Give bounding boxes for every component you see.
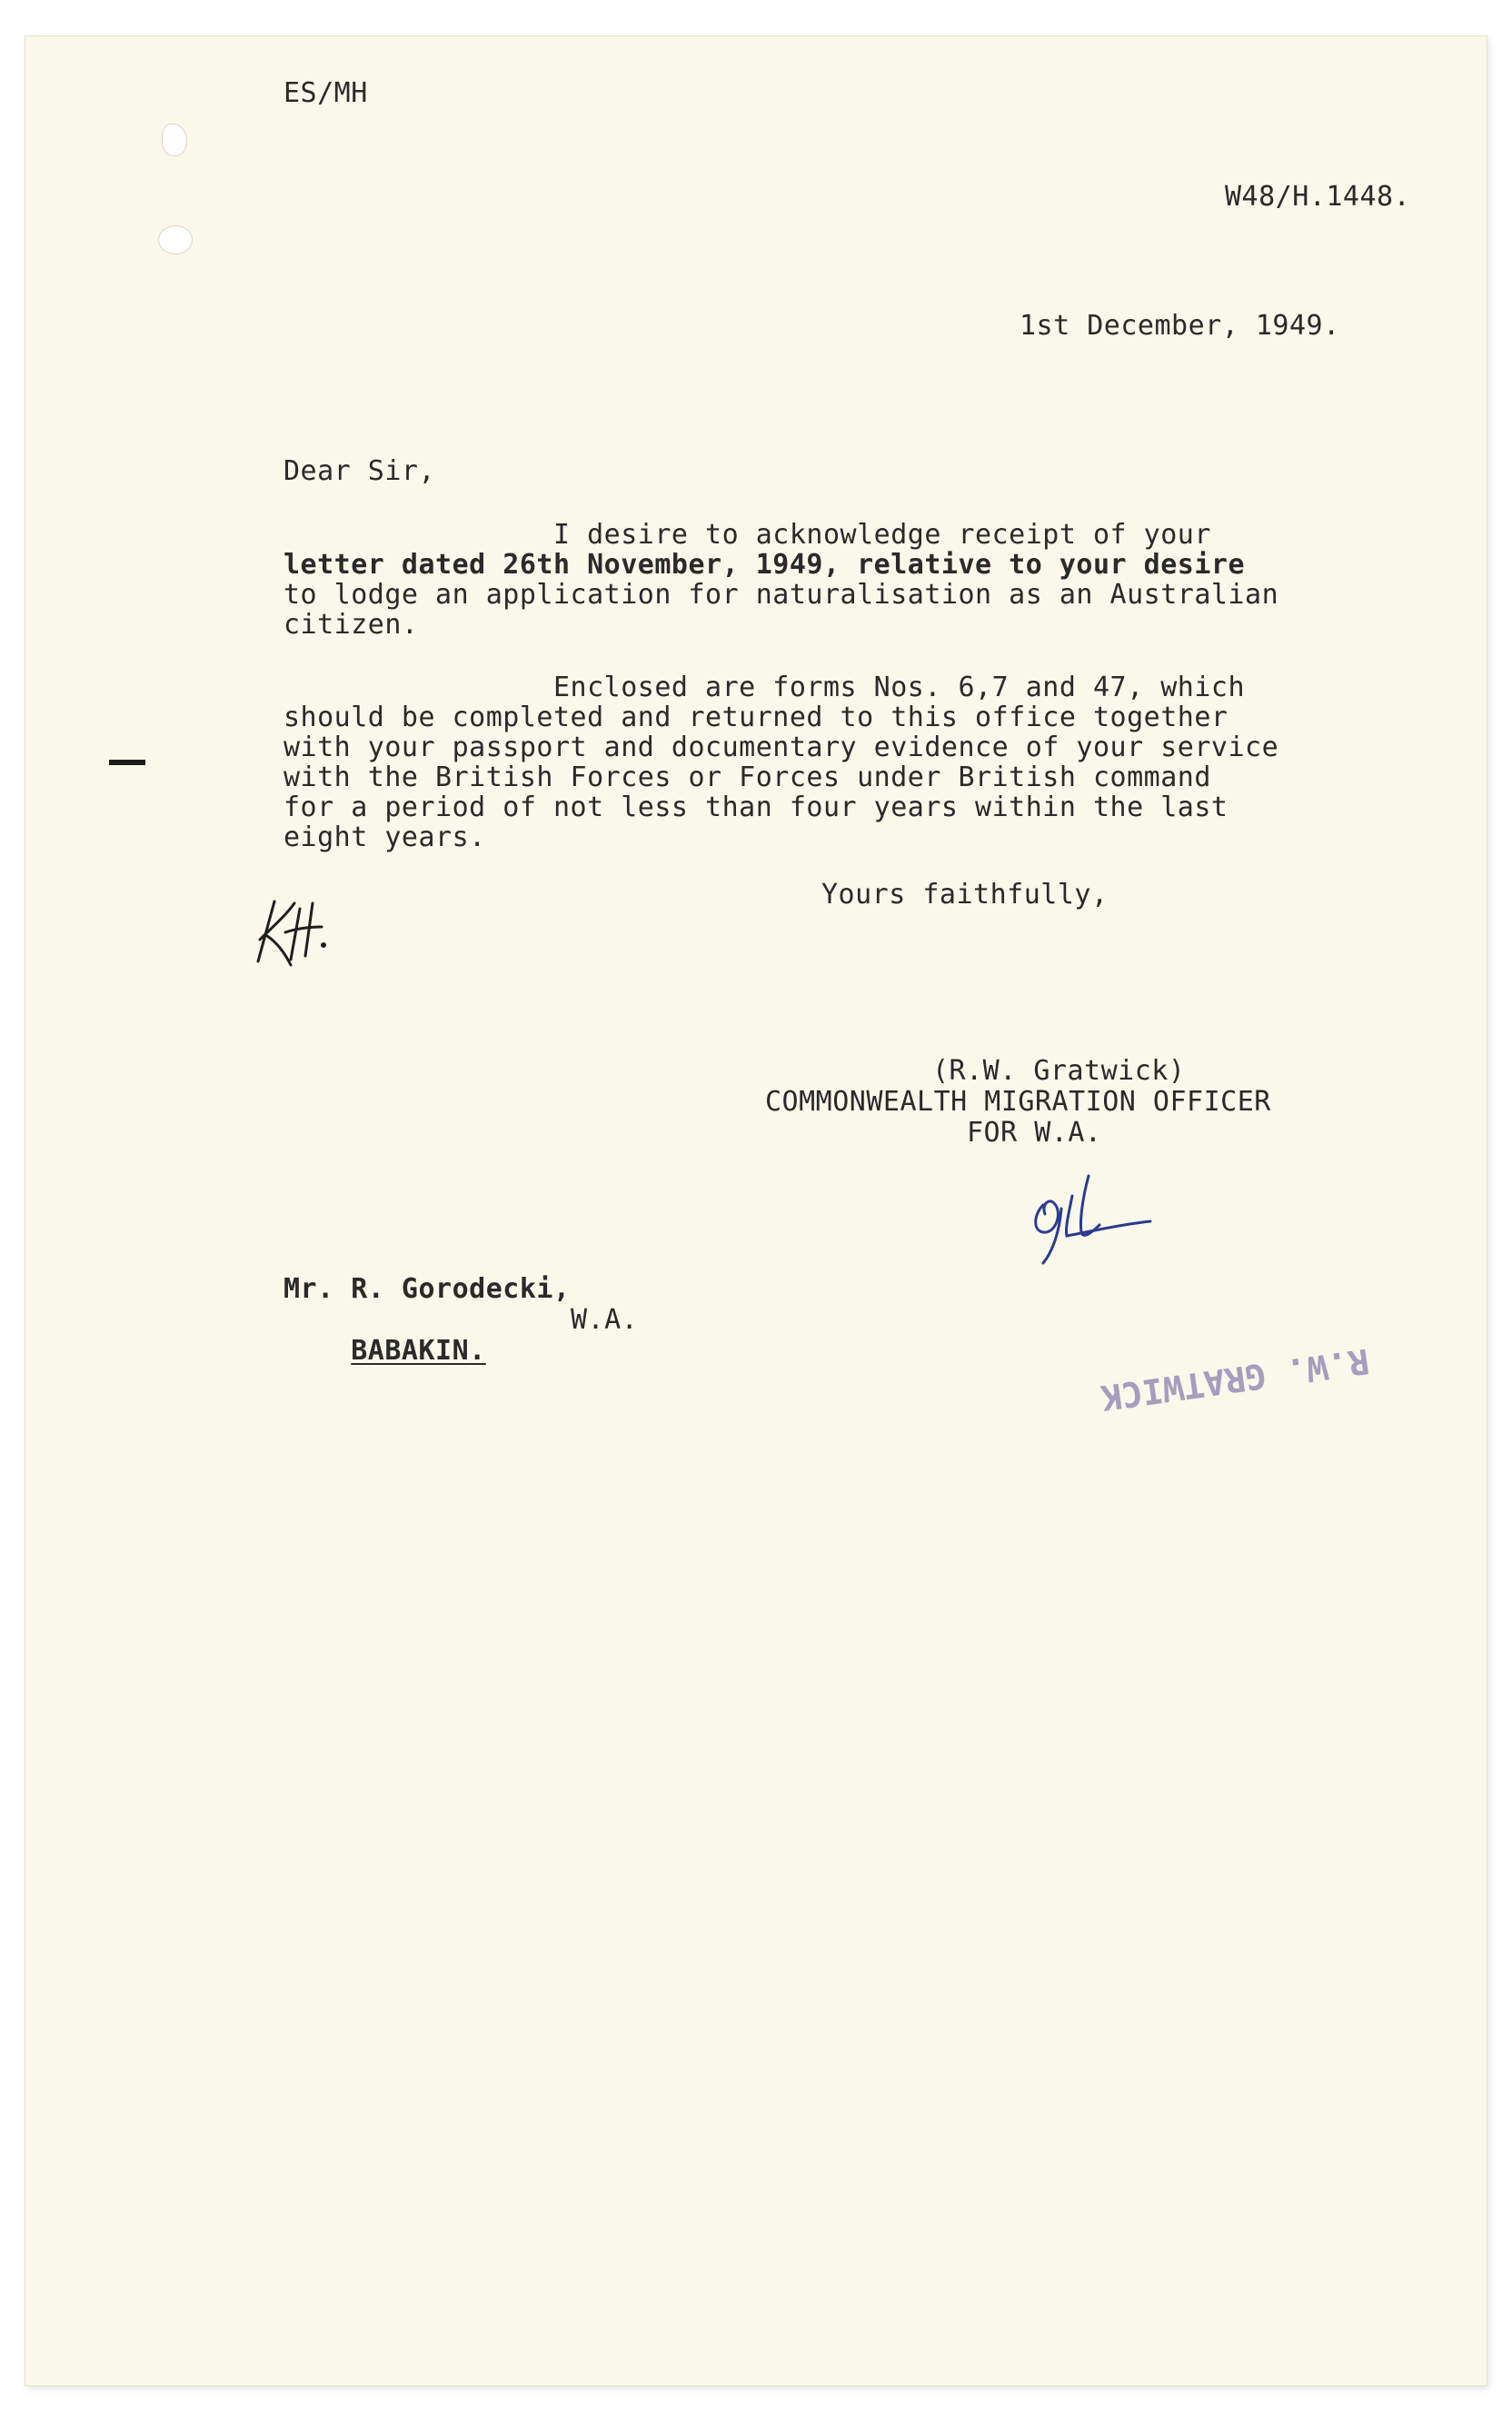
signatory-title: COMMONWEALTH MIGRATION OFFICER bbox=[765, 1086, 1271, 1118]
signatory-region: FOR W.A. bbox=[967, 1117, 1102, 1149]
closing: Yours faithfully, bbox=[821, 879, 1109, 911]
salutation: Dear Sir, bbox=[284, 455, 436, 487]
svg-text:R.W. GRATWICK: R.W. GRATWICK bbox=[1098, 1340, 1372, 1419]
marginal-initials-signature bbox=[240, 891, 349, 972]
punch-hole-top bbox=[162, 124, 187, 156]
paragraph-line: with the British Forces or Forces under British command bbox=[284, 762, 1211, 793]
paragraph-line: citizen. bbox=[284, 609, 419, 641]
paragraph-line: with your passport and documentary evidence of your service bbox=[284, 732, 1279, 763]
paragraph-line: to lodge an application for naturalisation as an Australian bbox=[284, 579, 1279, 611]
letter-page bbox=[25, 36, 1487, 2385]
paragraph-line: I desire to acknowledge receipt of your bbox=[284, 519, 1211, 551]
addressee-town-line bbox=[284, 1304, 639, 1428]
paragraph-line: for a period of not less than four years within the last bbox=[284, 791, 1228, 823]
paragraph-acknowledgement bbox=[284, 520, 1278, 640]
addressee-state: W.A. bbox=[571, 1304, 639, 1336]
officer-signature bbox=[1016, 1169, 1161, 1269]
rubber-stamp bbox=[1079, 1304, 1388, 1440]
file-reference: W48/H.1448. bbox=[1225, 181, 1411, 213]
punch-hole-bottom bbox=[158, 225, 193, 254]
paragraph-line: letter dated 26th November, 1949, relative to your desire bbox=[284, 549, 1246, 581]
paragraph-line: should be completed and returned to this office together bbox=[284, 702, 1228, 733]
paragraph-line: Enclosed are forms Nos. 6,7 and 47, which bbox=[284, 672, 1246, 703]
margin-mark bbox=[109, 760, 145, 765]
addressee-name: Mr. R. Gorodecki, bbox=[284, 1273, 571, 1305]
paragraph-enclosures bbox=[284, 672, 1278, 852]
paragraph-line: eight years. bbox=[284, 821, 486, 853]
addressee-town: BABAKIN. bbox=[351, 1335, 486, 1367]
signatory-name: (R.W. Gratwick) bbox=[932, 1055, 1186, 1087]
letter-date: 1st December, 1949. bbox=[1020, 310, 1340, 342]
initials-reference: ES/MH bbox=[284, 77, 368, 109]
